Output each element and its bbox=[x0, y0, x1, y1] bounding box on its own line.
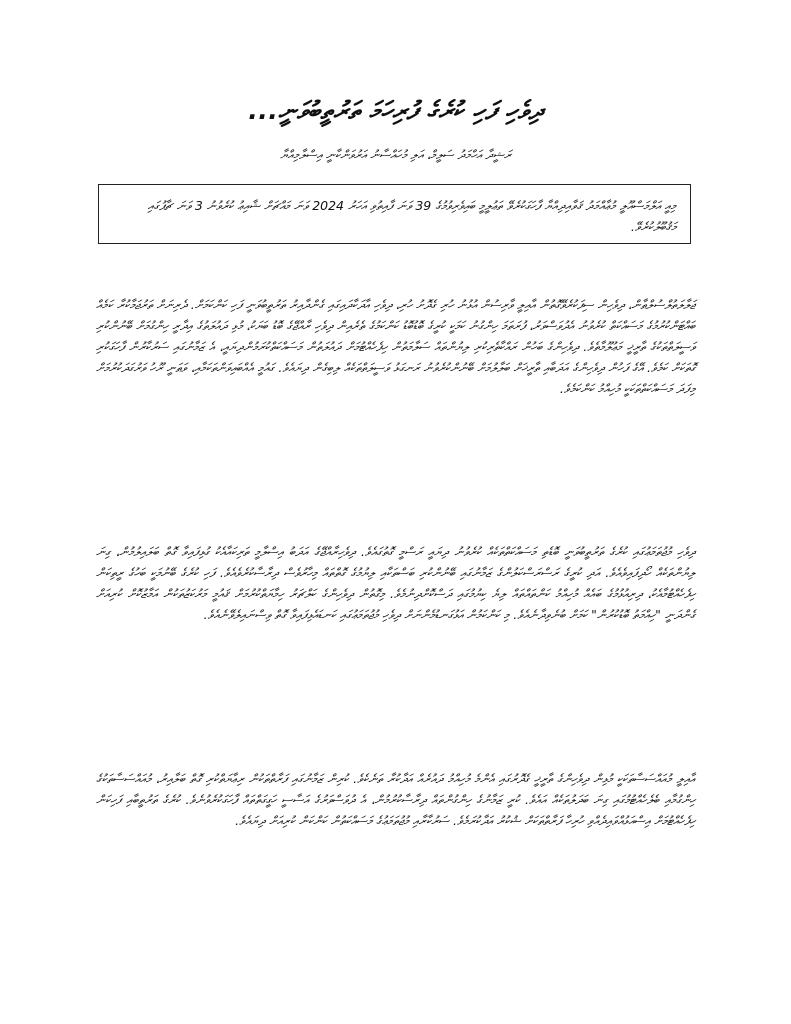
publication-notice-box bbox=[98, 184, 691, 244]
body-paragraph: އާއިލީ މުއައްސަސާތަކަކީ މުޅިން ދިވެހިންގެ ތާރީޚީ ގެދޮރުގައި އެންމެ މުހިއްމު ދައުރެއް އަދާކުރާ ތަނެކެވެ. ކުރިން ޒަމާނުގައި ފަރާތްތަކުން ރިޢާޔަތްކުރި ގޮތް ބަލާއިރު، މުއައްސަސާތަކުގެ ހިންގުމާއި ބެލެހެއްޓުމުގައި ގިނަ ބަދަލުތަކެއް އައެވެ. ކުރީ ޒަމާނުގެ ހިންގުންތައް ދިރާސާކުރުމުން، އެ ދުވަސްވަރުގެ އަސާސީ ހަގީގަތްތައް ފާހަގަކުރެވުނެވެ. ކުރެގެ ތަރުތީބާއި ފަހިކަން ހިފެހެއްޓުމަށް އިސްއަޅުއްވައިދެއްވި ހުރިހާ ފަރާތްތަކަށް ޝުކުރު އަދާކުރަމެވެ. ސަރުކާރާއި މުޖުތަމަޢުގެ މަސައްކަތުން ކަންކަން ކުރިއަށް ދިޔައެވެ. bbox=[96, 771, 695, 828]
document-authors: ރަޝީދާ އަހްމަދު ސަލީމް، އަލި މުހައްސާނު އަރުވަންކާނީ އިސްލާމިއްޔާ bbox=[280, 147, 511, 162]
publication-notice-text: މިއީ އަލްމަސްއޫލީ މުޢާއްމަދު ޤަވާއިދިއްޔާ ފާހަގަކުރެވޭ ތަޢުލީމީ ބައިވެރިވުމުގެ 39 ވަނަ ފާއިތުވި އަހަރު 2024 ވަނަ މައްޗަށް ޝާއިޢު ކުރެވުނު 3 ވަނަ ޗާޕުގައި މަޤުބޫލުކުރެވޭ. bbox=[147, 198, 676, 234]
body-paragraph: ދިވެހި މުޖުތަމަޢުގައި ކުރެގެ ތަރުތީބުވަނީ ބޮޑެތި މަސައްކަތްތަކެއް ކުރެވުނު ދިޔައީ ރަސްމީ ގޮތުގައެވެ. ދިވެހިރާއްޖޭގެ އަދަބު އިސްލާމީ ތަރިކައާއެކު ގުޅިފައިވާ ގޮތް ބަލައިލުމުން، ގިނަ ލިޔުންތަކެއް ހޯދިފައިވެއެވެ. އަދި ކުރީގެ ރަސްރަސްކަލުންގެ ޒަމާނުގައި ބޭނުންކުރި ބަސްތަކާއި ލިޔުމުގެ ގޮތްތައް މިހާރުވެސް ދިރާސާކުރެވެއެވެ. ފަހި ކުރެގެ ބޭނުމަކީ ބަހުގެ ރީތިކަން ހިފެހެއްޓުމާއެކު، ދިރިއުޅުމުގެ ބައެއް މުހިއްމު ކަންތައްތައް ލިޔެ ކިޔުމުގައި ދަސްކޮށްދިނުމެވެ. މިގޮތުން ދިވެހިންގެ ކަލްޗަރު ހިމާޔަތްކުރުމަށް ޤައުމީ މަރުކަޒުތަކުން އަމާޒުކޮށް ކުރިއަށް ގެންދަނީ "ހިއްމަތު ބޮޑުކުރުން" ކަމަށް ބުނެވިދާނެއެވެ. މި ކަންކަމުން އަޅުގަނޑުމެންނަށް ދިވެހި މުޖުތަމަޢުގައި ކަނޑައެޅިފައިވާ ގޮތް ވިސްނައިލެވޭނެއެވެ. bbox=[96, 544, 695, 622]
document-title: ދިވެހި ފަހި ކުރެގެ ފުރިހަމަ ތަރުތީބުވަނީ... bbox=[248, 96, 543, 125]
body-paragraph: ޖަލާލަތުލްސުލްޠާން، ދިވެހިން ސިފަކުރެވޭގޮތުން އާއިލީ ވާރިސުން އުޅުނު ހުރި ގެދޮށު ހުރި، ދިވެހި އާދަކާދައިގައި ގެންދާއިރު ތަރުތީބުވަނީ ފަހި ކަންކަމަށް. ދެރިނަށް ތަރުޖަމާކުރާ ކަމެއް ބައްޓަންކުރުމުގެ މަސައްކަތް ކުރެވުނު އެދުވަސްވަރު، ފުރަތަމަ ހިންގުނު ކަމަކީ ކުރީގެ ބޮޑުބޮޑު ކަންކަމުގެ ތެރެއިން ދިވެހި ރާއްޖޭގެ ބޮޑު ބަޔަކު، މުޅި ދައުލަތުގެ އިދާރީ ހިންގުމަށް ބޭނުންކުރި ވަސީލަތްތަކުގެ ތާރީޚީ މަޢުލޫމާތެވެ. ދިވެހިންގެ ބަހުން ރައްކާތެރިކުރި ލިޔުންތައް ސަލާމަތުން ހިފެހެއްޓުމަށް ދައުލަތުން މަސައްކަތްކުރަމުންދިޔައީ، އެ ޒަމާނުގައި ސަރުކާރުން ފާހަގަކުރި ގޮތަކަށް ކަމެވެ. އޭގެ ފަހުން ދިވެހިންގެ އަދަބާއި ތާރީޚަށް ބަލާލުމަށް ބޭނުންކުރެވުނު ރަނގަޅު ވަސީލަތްތަކެއް ލިބިގެން ދިޔައެވެ. ގައުމީ އެއްބައިވަންތަކަމާއި، ވަޠަނީ ރޫހު ވަރުގަދަކުރުމަށް މިފަދަ މަސައްކަތްތަކަކީ މުހިއްމު ކަންކަމެވެ. bbox=[96, 297, 695, 396]
